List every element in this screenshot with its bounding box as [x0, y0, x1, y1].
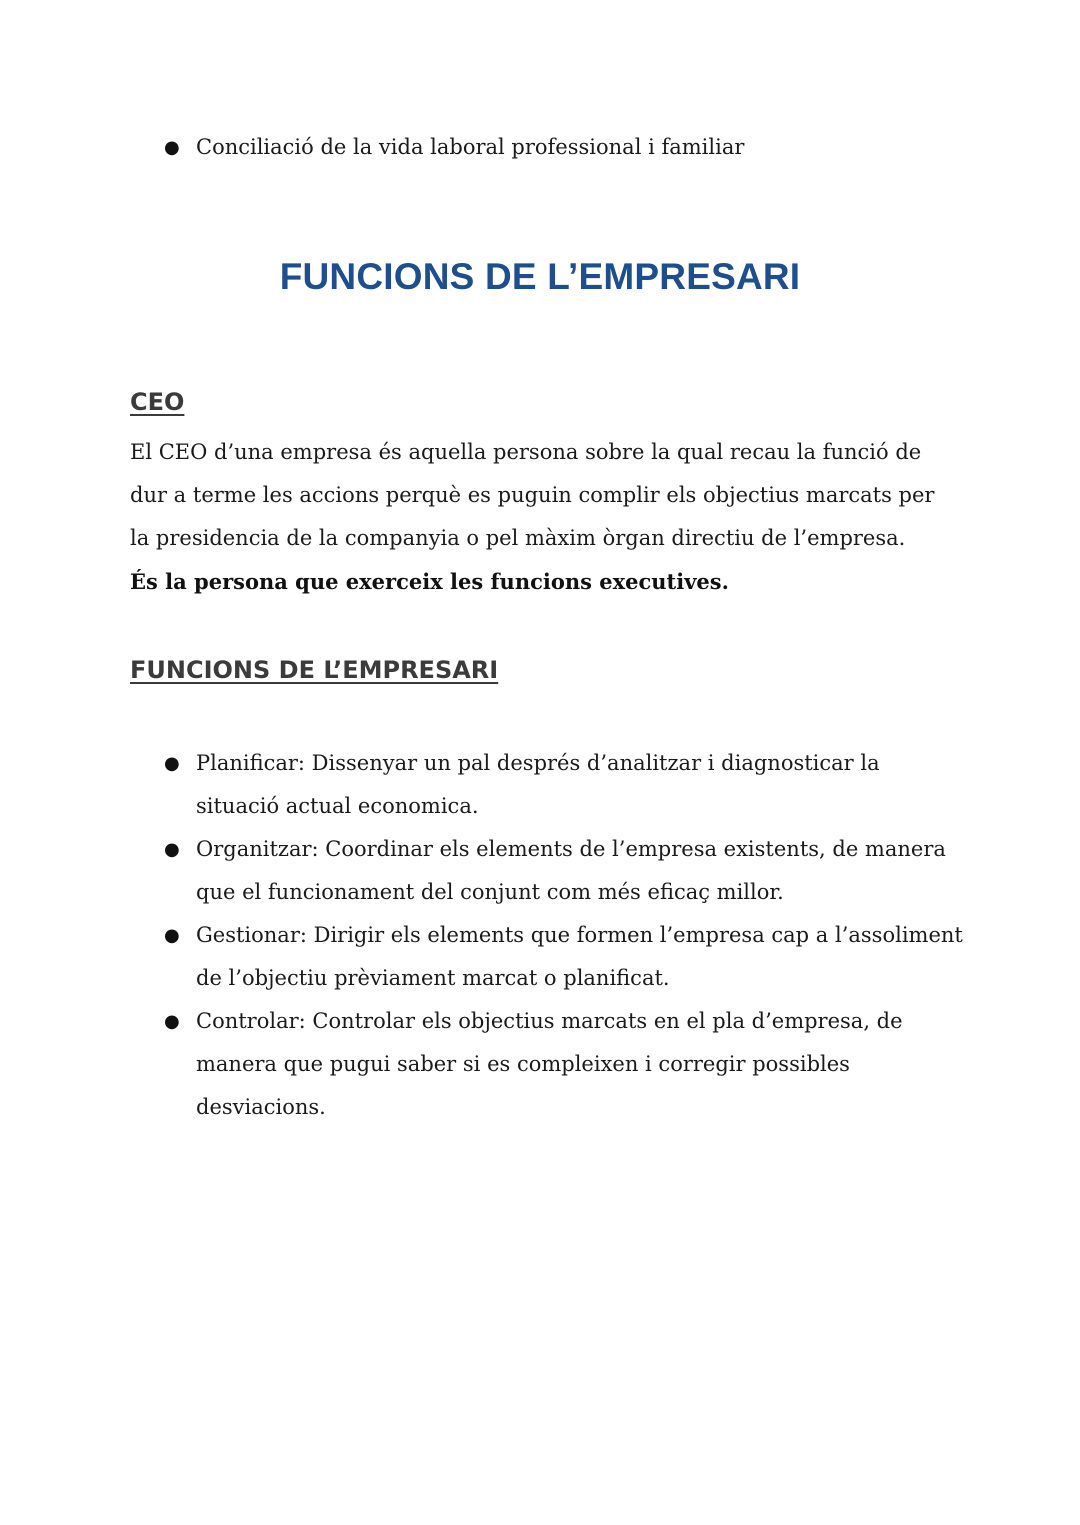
- ceo-heading: CEO: [130, 388, 185, 416]
- list-item-text: Controlar: Controlar els objectius marcats en el pla d’empresa, de manera que pugui saber si es compleixen i corregir possibles desviacions.: [196, 1009, 903, 1119]
- bullet-icon: ●: [164, 839, 180, 860]
- page-title: FUNCIONS DE L’EMPRESARI: [279, 256, 801, 297]
- list-item-text: Organitzar: Coordinar els elements de l’empresa existents, de manera que el funcionament del conjunt com més eficaç millor.: [196, 837, 946, 904]
- bullet-icon: ●: [164, 1011, 180, 1032]
- bullet-icon: ●: [164, 753, 180, 774]
- list-item: [130, 828, 968, 914]
- bullet-icon: ●: [164, 925, 180, 946]
- ceo-paragraph: [130, 431, 950, 604]
- list-item: [130, 1000, 968, 1129]
- list-item: [130, 126, 950, 169]
- list-item-text: Gestionar: Dirigir els elements que formen l’empresa cap a l’assoliment de l’objectiu prèviament marcat o planificat.: [196, 923, 963, 990]
- ceo-paragraph-text: El CEO d’una empresa és aquella persona sobre la qual recau la funció de dur a terme les accions perquè es puguin complir els objectius marcats per la presidencia de la companyia o pel màxim òrgan directiu de l’empresa.: [130, 440, 935, 550]
- list-item-text: Planificar: Dissenyar un pal després d’analitzar i diagnosticar la situació actual economica.: [196, 751, 880, 818]
- ceo-bold-statement: És la persona que exerceix les funcions executives.: [130, 569, 729, 594]
- list-item: [130, 742, 968, 828]
- bullet-icon: ●: [164, 137, 180, 158]
- list-item-text: Conciliació de la vida laboral professional i familiar: [196, 135, 745, 159]
- funcions-bullet-list: [130, 742, 968, 1129]
- top-bullet-list: [130, 126, 950, 169]
- funcions-heading: FUNCIONS DE L’EMPRESARI: [130, 656, 499, 684]
- list-item: [130, 914, 968, 1000]
